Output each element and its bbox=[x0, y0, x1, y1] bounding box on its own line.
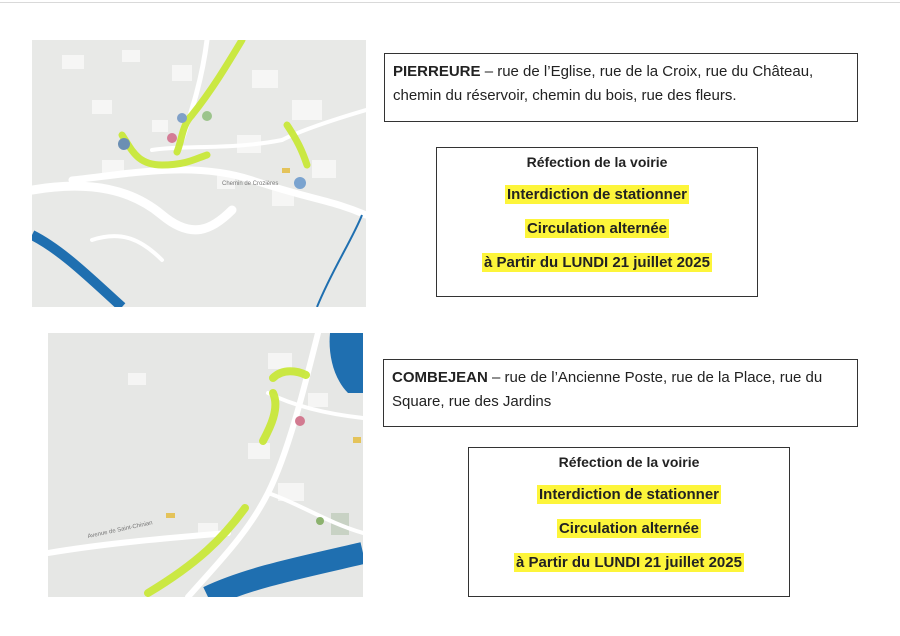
street-list-box-pierrerue bbox=[384, 53, 858, 122]
notice-box-combejean bbox=[468, 447, 790, 597]
notice-box-pierrerue bbox=[436, 147, 758, 297]
notice-title: Réfection de la voirie bbox=[526, 154, 668, 170]
village-name: PIERREURE bbox=[393, 63, 481, 80]
street-list: – rue de l’Ancienne Poste, rue de la Place, rue du Square, rue des Jardins bbox=[392, 369, 823, 410]
map-street-label: Chemin de Crozières bbox=[222, 181, 279, 187]
scan-edge-line bbox=[0, 2, 900, 3]
village-name: COMBEJEAN bbox=[392, 369, 488, 386]
map-pierrerue bbox=[32, 40, 366, 307]
notice-title: Réfection de la voirie bbox=[558, 454, 700, 470]
notice-start-date: à Partir du LUNDI 21 juillet 2025 bbox=[484, 254, 710, 271]
street-list: – rue de l’Eglise, rue de la Croix, rue du Château, chemin du réservoir, chemin du bois, rue des fleurs. bbox=[393, 63, 814, 104]
map-combejean bbox=[48, 333, 363, 597]
notice-no-parking: Interdiction de stationner bbox=[538, 486, 719, 503]
notice-alternating-traffic: Circulation alternée bbox=[526, 220, 668, 237]
notice-alternating-traffic: Circulation alternée bbox=[558, 520, 700, 537]
street-list-box-combejean bbox=[383, 359, 858, 427]
notice-no-parking: Interdiction de stationner bbox=[506, 186, 687, 203]
map-street-label: Avenue de Saint-Chinian bbox=[87, 520, 154, 540]
map-pierrerue-graphic bbox=[32, 40, 366, 307]
map-combejean-graphic bbox=[48, 333, 363, 597]
notice-start-date: à Partir du LUNDI 21 juillet 2025 bbox=[516, 554, 742, 571]
